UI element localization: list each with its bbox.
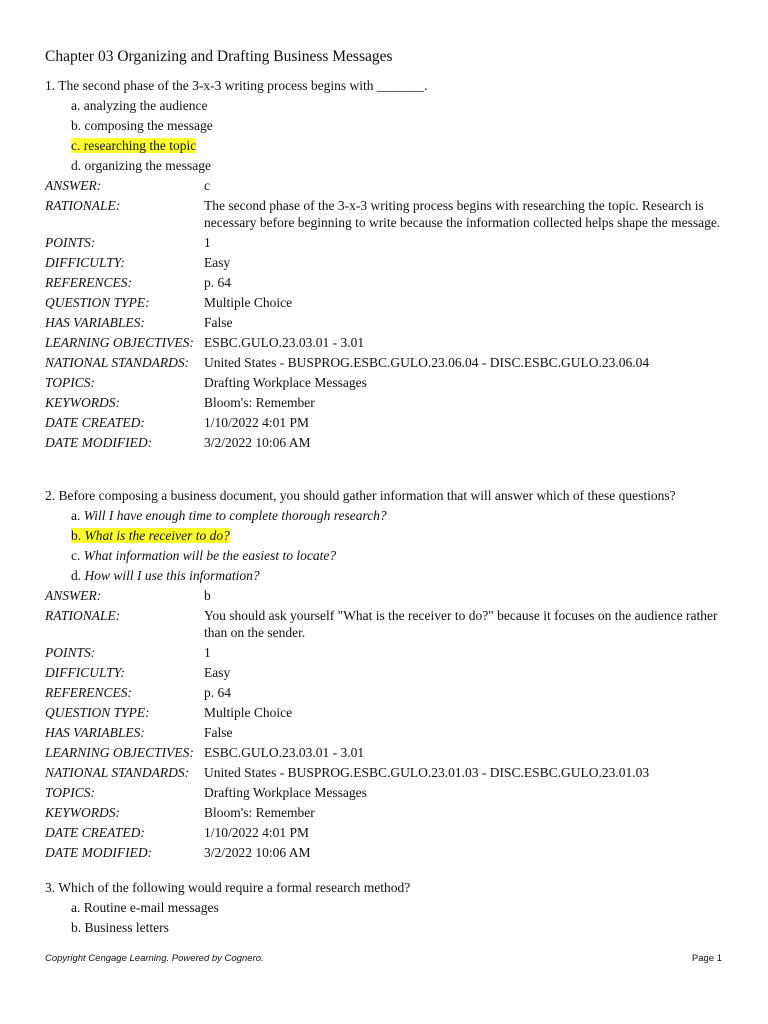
points-label: POINTS:	[45, 644, 96, 660]
national-standards-label: NATIONAL STANDARDS:	[45, 354, 190, 370]
learning-objectives-value: ESBC.GULO.23.03.01 - 3.01	[204, 744, 365, 760]
answer-option: a. Routine e-mail messages	[71, 900, 219, 915]
question-stem: 2. Before composing a business document, you should gather information that will answer which of these questions?	[45, 488, 676, 503]
points-value: 1	[204, 234, 211, 250]
keywords-label: KEYWORDS:	[45, 394, 120, 410]
question-metadata	[45, 586, 724, 863]
answer-option: c. What information will be the easiest to locate?	[71, 548, 337, 563]
rationale-value: The second phase of the 3-x-3 writing process begins with researching the topic. Research is necessary before beginning to write because the information collected helps shape the message.	[204, 198, 721, 230]
question-2	[45, 486, 724, 863]
answer-value: b	[204, 588, 211, 603]
keywords-label: KEYWORDS:	[45, 804, 120, 820]
date-created-label: DATE CREATED:	[45, 824, 145, 840]
learning-objectives-value: ESBC.GULO.23.03.01 - 3.01	[204, 334, 365, 350]
keywords-value: Bloom's: Remember	[204, 804, 315, 820]
references-label: REFERENCES:	[45, 274, 132, 290]
rationale-label: RATIONALE:	[45, 608, 121, 623]
date-modified-value: 3/2/2022 10:06 AM	[204, 844, 311, 860]
question-type-label: QUESTION TYPE:	[45, 704, 150, 720]
answer-option: d. organizing the message	[71, 158, 211, 173]
date-modified-label: DATE MODIFIED:	[45, 844, 153, 860]
national-standards-label: NATIONAL STANDARDS:	[45, 764, 190, 780]
answer-option-correct: b. What is the receiver to do?	[71, 528, 230, 543]
points-value: 1	[204, 644, 211, 660]
rationale-label: RATIONALE:	[45, 198, 121, 213]
date-created-value: 1/10/2022 4:01 PM	[204, 824, 310, 840]
answer-option-correct: c. researching the topic	[71, 138, 197, 153]
references-label: REFERENCES:	[45, 684, 132, 700]
has-variables-value: False	[204, 724, 233, 740]
difficulty-label: DIFFICULTY:	[45, 664, 125, 680]
national-standards-value: United States - BUSPROG.ESBC.GULO.23.01.03 - DISC.ESBC.GULO.23.01.03	[204, 764, 650, 780]
difficulty-value: Easy	[204, 254, 231, 270]
date-modified-value: 3/2/2022 10:06 AM	[204, 434, 311, 450]
answer-label: ANSWER:	[45, 178, 102, 193]
question-3	[45, 878, 410, 938]
references-value: p. 64	[204, 684, 231, 700]
question-1	[45, 76, 724, 453]
topics-label: TOPICS:	[45, 784, 96, 800]
difficulty-value: Easy	[204, 664, 231, 680]
date-created-label: DATE CREATED:	[45, 414, 145, 430]
answer-option: d. How will I use this information?	[71, 568, 260, 583]
has-variables-label: HAS VARIABLES:	[45, 314, 145, 330]
date-modified-label: DATE MODIFIED:	[45, 434, 153, 450]
has-variables-value: False	[204, 314, 233, 330]
question-type-value: Multiple Choice	[204, 704, 293, 720]
footer-page-number: Page 1	[691, 953, 722, 964]
footer-copyright: Copyright Cengage Learning. Powered by Cognero.	[45, 953, 264, 964]
answer-option: b. composing the message	[71, 118, 213, 133]
references-value: p. 64	[204, 274, 231, 290]
answer-label: ANSWER:	[45, 588, 102, 603]
date-created-value: 1/10/2022 4:01 PM	[204, 414, 310, 430]
answer-option: b. Business letters	[71, 920, 169, 935]
points-label: POINTS:	[45, 234, 96, 250]
has-variables-label: HAS VARIABLES:	[45, 724, 145, 740]
answer-option: a. Will I have enough time to complete thorough research?	[71, 508, 387, 523]
answer-option: a. analyzing the audience	[71, 98, 208, 113]
topics-value: Drafting Workplace Messages	[204, 374, 367, 390]
question-metadata	[45, 176, 724, 453]
national-standards-value: United States - BUSPROG.ESBC.GULO.23.06.04 - DISC.ESBC.GULO.23.06.04	[204, 354, 650, 370]
question-stem: 3. Which of the following would require a formal research method?	[45, 880, 411, 895]
learning-objectives-label: LEARNING OBJECTIVES:	[45, 744, 194, 760]
question-type-label: QUESTION TYPE:	[45, 294, 150, 310]
question-type-value: Multiple Choice	[204, 294, 293, 310]
question-stem: 1. The second phase of the 3-x-3 writing process begins with _______.	[45, 78, 428, 93]
learning-objectives-label: LEARNING OBJECTIVES:	[45, 334, 194, 350]
answer-value: c	[204, 178, 210, 193]
keywords-value: Bloom's: Remember	[204, 394, 315, 410]
difficulty-label: DIFFICULTY:	[45, 254, 125, 270]
rationale-value: You should ask yourself "What is the receiver to do?" because it focuses on the audience rather than on the sender.	[204, 608, 718, 640]
topics-label: TOPICS:	[45, 374, 96, 390]
chapter-title: Chapter 03 Organizing and Drafting Business Messages	[45, 48, 393, 65]
topics-value: Drafting Workplace Messages	[204, 784, 367, 800]
